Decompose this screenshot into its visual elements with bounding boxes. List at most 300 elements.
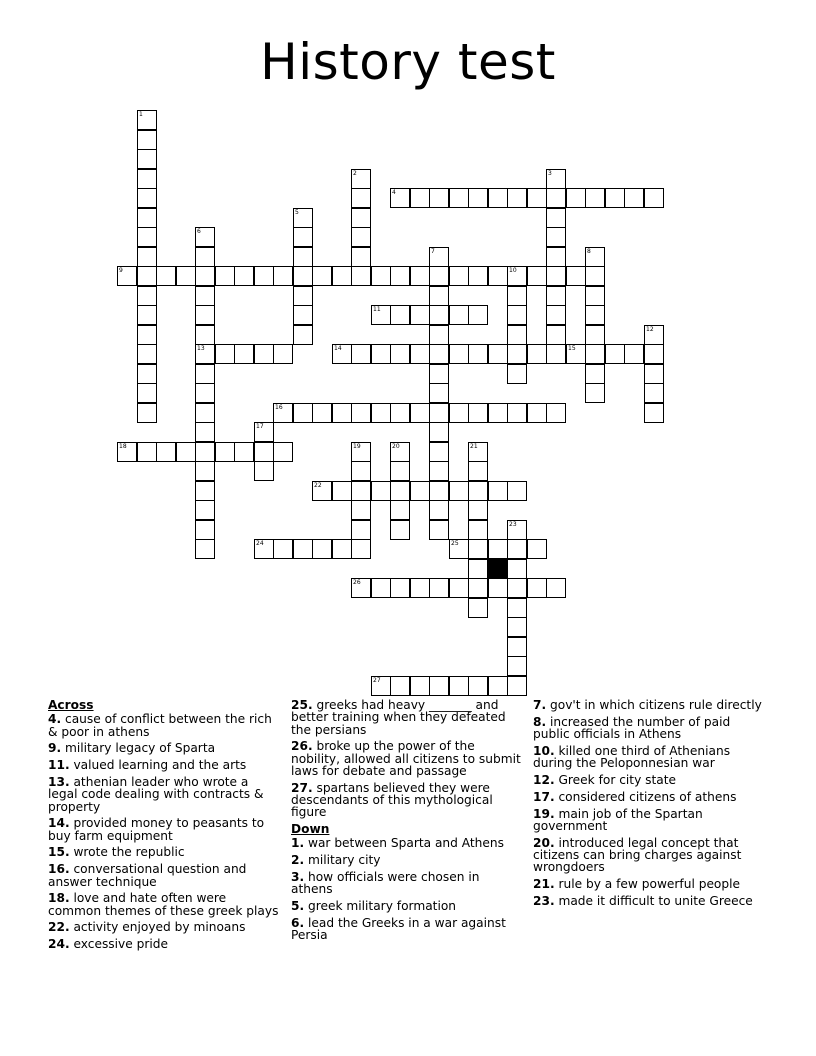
grid-cell[interactable] — [137, 208, 157, 228]
across-clue — [48, 863, 280, 888]
grid-cell[interactable] — [137, 110, 157, 130]
clue-text: athenian leader who wrote a legal code dealing with contracts & property — [48, 774, 264, 814]
clue-text: increased the number of paid public officials in Athens — [533, 714, 731, 742]
clue-number: 24. — [48, 937, 70, 952]
clue-number: 24 — [256, 540, 264, 547]
grid-cell[interactable] — [410, 676, 430, 696]
grid-cell[interactable] — [527, 188, 547, 208]
grid-cell[interactable] — [507, 286, 527, 306]
grid-cell[interactable] — [312, 481, 332, 501]
grid-cell[interactable] — [293, 266, 313, 286]
grid-cell[interactable] — [429, 403, 449, 423]
down-clue — [533, 808, 763, 833]
grid-cell[interactable] — [449, 676, 469, 696]
grid-cell[interactable] — [351, 344, 371, 364]
grid-cell[interactable] — [137, 286, 157, 306]
grid-cell[interactable] — [527, 266, 547, 286]
grid-cell[interactable] — [527, 539, 547, 559]
grid-cell[interactable] — [410, 266, 430, 286]
clue-text: made it difficult to unite Greece — [554, 893, 753, 908]
grid-cell[interactable] — [546, 188, 566, 208]
grid-cell[interactable] — [449, 578, 469, 598]
clue-number: 18 — [119, 443, 127, 450]
grid-cell[interactable] — [137, 130, 157, 150]
clue-number: 10. — [533, 743, 555, 758]
grid-cell[interactable] — [468, 500, 488, 520]
grid-cell[interactable] — [507, 481, 527, 501]
grid-cell[interactable] — [195, 403, 215, 423]
clue-number: 6. — [291, 915, 305, 930]
grid-cell[interactable] — [195, 442, 215, 462]
grid-cell[interactable] — [293, 247, 313, 267]
clues-column-3 — [533, 699, 763, 912]
clue-text: love and hate often were common themes of these greek plays — [48, 891, 279, 918]
grid-cell[interactable] — [527, 403, 547, 423]
grid-cell[interactable] — [468, 305, 488, 325]
grid-cell[interactable] — [644, 344, 664, 364]
grid-cell[interactable] — [293, 403, 313, 423]
across-clue — [48, 817, 280, 842]
grid-cell[interactable] — [137, 364, 157, 384]
grid-cell[interactable] — [507, 559, 527, 579]
grid-cell[interactable] — [215, 266, 235, 286]
grid-cell[interactable] — [488, 539, 508, 559]
grid-cell[interactable] — [273, 266, 293, 286]
grid-cell[interactable] — [585, 305, 605, 325]
across-clue — [48, 742, 280, 754]
grid-cell[interactable] — [566, 266, 586, 286]
grid-cell[interactable] — [176, 266, 196, 286]
down-clue — [291, 900, 523, 912]
clue-text: considered citizens of athens — [554, 789, 737, 804]
grid-cell[interactable] — [137, 403, 157, 423]
clue-number: 17 — [256, 423, 264, 430]
clue-text: gov't in which citizens rule directly — [546, 698, 762, 712]
grid-cell[interactable] — [507, 403, 527, 423]
grid-cell[interactable] — [254, 266, 274, 286]
grid-cell[interactable] — [429, 578, 449, 598]
clue-number: 5 — [295, 209, 299, 216]
grid-cell[interactable] — [390, 442, 410, 462]
grid-cell[interactable] — [312, 266, 332, 286]
clue-number: 4 — [392, 189, 396, 196]
clues-column-2 — [291, 699, 523, 946]
down-clue — [291, 871, 523, 896]
clue-number: 13. — [48, 774, 70, 789]
clue-number: 12 — [646, 326, 654, 333]
grid-cell[interactable] — [507, 364, 527, 384]
down-clue — [291, 854, 523, 866]
clue-number: 25 — [451, 540, 459, 547]
grid-cell[interactable] — [507, 188, 527, 208]
clue-number: 5. — [291, 899, 305, 914]
grid-cell[interactable] — [468, 559, 488, 579]
clue-number: 14 — [334, 345, 342, 352]
grid-cell[interactable] — [351, 578, 371, 598]
grid-cell[interactable] — [410, 188, 430, 208]
grid-cell[interactable] — [273, 403, 293, 423]
grid-cell[interactable] — [195, 227, 215, 247]
grid-cell[interactable] — [293, 539, 313, 559]
grid-cell[interactable] — [312, 403, 332, 423]
grid-cell[interactable] — [429, 442, 449, 462]
grid-cell[interactable] — [410, 481, 430, 501]
clue-number: 22. — [48, 920, 70, 935]
clue-text: spartans believed they were descendants of this mythological figure — [291, 780, 493, 820]
down-clue — [291, 837, 523, 849]
clue-number: 23 — [509, 521, 517, 528]
grid-cell[interactable] — [137, 149, 157, 169]
grid-cell[interactable] — [195, 383, 215, 403]
clue-number: 18. — [48, 891, 70, 906]
grid-cell[interactable] — [234, 442, 254, 462]
grid-cell[interactable] — [527, 578, 547, 598]
grid-cell[interactable] — [429, 325, 449, 345]
grid-cell[interactable] — [468, 442, 488, 462]
grid-cell[interactable] — [234, 266, 254, 286]
clue-number: 26. — [291, 739, 313, 754]
down-clue — [533, 791, 763, 803]
grid-cell[interactable] — [137, 442, 157, 462]
grid-cell[interactable] — [546, 227, 566, 247]
grid-cell[interactable] — [195, 344, 215, 364]
down-clue — [533, 878, 763, 890]
across-clue — [48, 846, 280, 858]
grid-cell[interactable] — [468, 578, 488, 598]
grid-cell[interactable] — [137, 305, 157, 325]
grid-cell[interactable] — [429, 247, 449, 267]
grid-cell[interactable] — [507, 520, 527, 540]
grid-cell[interactable] — [137, 169, 157, 189]
grid-cell[interactable] — [371, 305, 391, 325]
grid-cell[interactable] — [585, 364, 605, 384]
black-square — [488, 559, 508, 579]
grid-cell[interactable] — [449, 403, 469, 423]
grid-cell[interactable] — [585, 266, 605, 286]
grid-cell[interactable] — [507, 598, 527, 618]
grid-cell[interactable] — [351, 227, 371, 247]
grid-cell[interactable] — [546, 208, 566, 228]
grid-cell[interactable] — [507, 266, 527, 286]
down-clue — [533, 895, 763, 907]
grid-cell[interactable] — [449, 344, 469, 364]
grid-cell[interactable] — [195, 305, 215, 325]
grid-cell[interactable] — [429, 364, 449, 384]
page-title: History test — [260, 33, 556, 91]
grid-cell[interactable] — [468, 188, 488, 208]
grid-cell[interactable] — [195, 461, 215, 481]
grid-cell[interactable] — [390, 578, 410, 598]
grid-cell[interactable] — [371, 403, 391, 423]
grid-cell[interactable] — [566, 344, 586, 364]
grid-cell[interactable] — [449, 481, 469, 501]
grid-cell[interactable] — [429, 266, 449, 286]
grid-cell[interactable] — [507, 617, 527, 637]
clue-number: 4. — [48, 712, 62, 727]
grid-cell[interactable] — [351, 520, 371, 540]
grid-cell[interactable] — [137, 325, 157, 345]
grid-cell[interactable] — [410, 305, 430, 325]
grid-cell[interactable] — [254, 442, 274, 462]
clue-number: 1 — [139, 111, 143, 118]
grid-cell[interactable] — [195, 266, 215, 286]
across-clue — [291, 740, 523, 777]
grid-cell[interactable] — [488, 188, 508, 208]
down-clue — [533, 716, 763, 741]
grid-cell[interactable] — [468, 520, 488, 540]
grid-cell[interactable] — [351, 461, 371, 481]
grid-cell[interactable] — [644, 188, 664, 208]
clue-number: 19. — [533, 806, 555, 821]
grid-cell[interactable] — [293, 227, 313, 247]
grid-cell[interactable] — [332, 344, 352, 364]
grid-cell[interactable] — [546, 169, 566, 189]
grid-cell[interactable] — [234, 344, 254, 364]
grid-cell[interactable] — [468, 539, 488, 559]
grid-cell[interactable] — [527, 344, 547, 364]
grid-cell[interactable] — [254, 422, 274, 442]
grid-cell[interactable] — [546, 403, 566, 423]
grid-cell[interactable] — [371, 481, 391, 501]
grid-cell[interactable] — [468, 481, 488, 501]
grid-cell[interactable] — [488, 403, 508, 423]
grid-cell[interactable] — [507, 305, 527, 325]
grid-cell[interactable] — [468, 461, 488, 481]
grid-cell[interactable] — [137, 247, 157, 267]
grid-cell[interactable] — [546, 247, 566, 267]
clue-number: 10 — [509, 267, 517, 274]
clue-text: greek military formation — [304, 899, 457, 914]
clue-number: 25. — [291, 698, 313, 712]
grid-cell[interactable] — [546, 325, 566, 345]
grid-cell[interactable] — [566, 188, 586, 208]
clue-text: main job of the Spartan government — [533, 806, 703, 833]
grid-cell[interactable] — [390, 461, 410, 481]
grid-cell[interactable] — [624, 188, 644, 208]
grid-cell[interactable] — [585, 286, 605, 306]
grid-cell[interactable] — [195, 364, 215, 384]
grid-cell[interactable] — [468, 344, 488, 364]
grid-cell[interactable] — [390, 344, 410, 364]
grid-cell[interactable] — [293, 286, 313, 306]
grid-cell[interactable] — [468, 403, 488, 423]
grid-cell[interactable] — [429, 305, 449, 325]
grid-cell[interactable] — [429, 383, 449, 403]
grid-cell[interactable] — [156, 442, 176, 462]
grid-cell[interactable] — [293, 325, 313, 345]
grid-cell[interactable] — [390, 520, 410, 540]
grid-cell[interactable] — [468, 676, 488, 696]
grid-cell[interactable] — [605, 344, 625, 364]
across-heading: Across — [48, 698, 94, 712]
grid-cell[interactable] — [273, 344, 293, 364]
grid-cell[interactable] — [585, 325, 605, 345]
grid-cell[interactable] — [390, 500, 410, 520]
grid-cell[interactable] — [429, 286, 449, 306]
grid-cell[interactable] — [215, 442, 235, 462]
grid-cell[interactable] — [195, 422, 215, 442]
clue-number: 27. — [291, 780, 313, 795]
grid-cell[interactable] — [468, 598, 488, 618]
grid-cell[interactable] — [429, 344, 449, 364]
clue-number: 26 — [353, 579, 361, 586]
clue-number: 1. — [291, 836, 305, 851]
grid-cell[interactable] — [605, 188, 625, 208]
grid-cell[interactable] — [351, 188, 371, 208]
clue-number: 3. — [291, 870, 305, 885]
clue-number: 21. — [533, 877, 555, 892]
clue-text: war between Sparta and Athens — [304, 836, 504, 851]
grid-cell[interactable] — [351, 442, 371, 462]
grid-cell[interactable] — [507, 637, 527, 657]
grid-cell[interactable] — [137, 266, 157, 286]
grid-cell[interactable] — [390, 305, 410, 325]
grid-cell[interactable] — [507, 344, 527, 364]
grid-cell[interactable] — [195, 520, 215, 540]
grid-cell[interactable] — [254, 461, 274, 481]
grid-cell[interactable] — [351, 169, 371, 189]
grid-cell[interactable] — [195, 325, 215, 345]
grid-cell[interactable] — [293, 305, 313, 325]
grid-cell[interactable] — [351, 481, 371, 501]
grid-cell[interactable] — [215, 344, 235, 364]
grid-cell[interactable] — [371, 266, 391, 286]
grid-cell[interactable] — [546, 286, 566, 306]
grid-cell[interactable] — [546, 578, 566, 598]
grid-cell[interactable] — [507, 578, 527, 598]
grid-cell[interactable] — [137, 344, 157, 364]
grid-cell[interactable] — [332, 539, 352, 559]
grid-cell[interactable] — [390, 188, 410, 208]
grid-cell[interactable] — [273, 442, 293, 462]
clue-number: 15. — [48, 845, 70, 860]
clue-number: 20 — [392, 443, 400, 450]
grid-cell[interactable] — [488, 676, 508, 696]
grid-cell[interactable] — [507, 325, 527, 345]
grid-cell[interactable] — [410, 403, 430, 423]
grid-cell[interactable] — [195, 247, 215, 267]
grid-cell[interactable] — [332, 481, 352, 501]
grid-cell[interactable] — [371, 344, 391, 364]
grid-cell[interactable] — [176, 442, 196, 462]
grid-cell[interactable] — [351, 403, 371, 423]
grid-cell[interactable] — [117, 442, 137, 462]
grid-cell[interactable] — [351, 539, 371, 559]
down-clue — [291, 917, 523, 942]
grid-cell[interactable] — [273, 539, 293, 559]
clue-text: activity enjoyed by minoans — [69, 920, 246, 935]
grid-cell[interactable] — [429, 520, 449, 540]
grid-cell[interactable] — [195, 500, 215, 520]
grid-cell[interactable] — [390, 266, 410, 286]
grid-cell[interactable] — [429, 481, 449, 501]
grid-cell[interactable] — [585, 247, 605, 267]
clue-text: rule by a few powerful people — [554, 877, 741, 892]
grid-cell[interactable] — [546, 344, 566, 364]
clue-text: introduced legal concept that citizens can bring charges against wrongdoers — [533, 835, 742, 875]
clues-column-1 — [48, 699, 280, 955]
grid-cell[interactable] — [644, 403, 664, 423]
grid-cell[interactable] — [351, 500, 371, 520]
grid-cell[interactable] — [507, 676, 527, 696]
grid-cell[interactable] — [429, 461, 449, 481]
grid-cell[interactable] — [585, 344, 605, 364]
grid-cell[interactable] — [195, 539, 215, 559]
grid-cell[interactable] — [449, 305, 469, 325]
grid-cell[interactable] — [644, 383, 664, 403]
grid-cell[interactable] — [351, 247, 371, 267]
clue-text: provided money to peasants to buy farm equipment — [48, 816, 265, 843]
grid-cell[interactable] — [585, 188, 605, 208]
grid-cell[interactable] — [644, 325, 664, 345]
grid-cell[interactable] — [156, 266, 176, 286]
grid-cell[interactable] — [410, 344, 430, 364]
grid-cell[interactable] — [429, 188, 449, 208]
grid-cell[interactable] — [546, 305, 566, 325]
clue-number: 21 — [470, 443, 478, 450]
across-clue — [48, 776, 280, 813]
grid-cell[interactable] — [507, 656, 527, 676]
grid-cell[interactable] — [390, 481, 410, 501]
grid-cell[interactable] — [488, 266, 508, 286]
grid-cell[interactable] — [332, 403, 352, 423]
down-clue — [533, 745, 763, 770]
grid-cell[interactable] — [624, 344, 644, 364]
grid-cell[interactable] — [429, 676, 449, 696]
grid-cell[interactable] — [507, 539, 527, 559]
grid-cell[interactable] — [488, 344, 508, 364]
grid-cell[interactable] — [488, 481, 508, 501]
grid-cell[interactable] — [293, 208, 313, 228]
grid-cell[interactable] — [468, 266, 488, 286]
grid-cell[interactable] — [254, 344, 274, 364]
grid-cell[interactable] — [449, 266, 469, 286]
grid-cell[interactable] — [585, 383, 605, 403]
grid-cell[interactable] — [312, 539, 332, 559]
grid-cell[interactable] — [254, 539, 274, 559]
down-clue — [533, 699, 763, 711]
grid-cell[interactable] — [371, 676, 391, 696]
grid-cell[interactable] — [137, 188, 157, 208]
grid-cell[interactable] — [137, 227, 157, 247]
grid-cell[interactable] — [137, 383, 157, 403]
grid-cell[interactable] — [195, 481, 215, 501]
grid-cell[interactable] — [117, 266, 137, 286]
grid-cell[interactable] — [429, 422, 449, 442]
grid-cell[interactable] — [429, 500, 449, 520]
grid-cell[interactable] — [195, 286, 215, 306]
grid-cell[interactable] — [332, 266, 352, 286]
grid-cell[interactable] — [488, 578, 508, 598]
grid-cell[interactable] — [390, 676, 410, 696]
clue-number: 16. — [48, 862, 70, 877]
grid-cell[interactable] — [546, 266, 566, 286]
clue-text: killed one third of Athenians during the Peloponnesian war — [533, 743, 731, 771]
clue-number: 2 — [353, 170, 357, 177]
grid-cell[interactable] — [644, 364, 664, 384]
grid-cell[interactable] — [351, 208, 371, 228]
grid-cell[interactable] — [449, 188, 469, 208]
clue-text: valued learning and the arts — [69, 758, 247, 773]
grid-cell[interactable] — [351, 266, 371, 286]
grid-cell[interactable] — [410, 578, 430, 598]
grid-cell[interactable] — [390, 403, 410, 423]
clue-text: cause of conflict between the rich & poor in athens — [48, 712, 272, 739]
clue-text: lead the Greeks in a war against Persia — [291, 915, 506, 943]
grid-cell[interactable] — [371, 578, 391, 598]
clue-number: 17. — [533, 789, 555, 804]
grid-cell[interactable] — [449, 539, 469, 559]
